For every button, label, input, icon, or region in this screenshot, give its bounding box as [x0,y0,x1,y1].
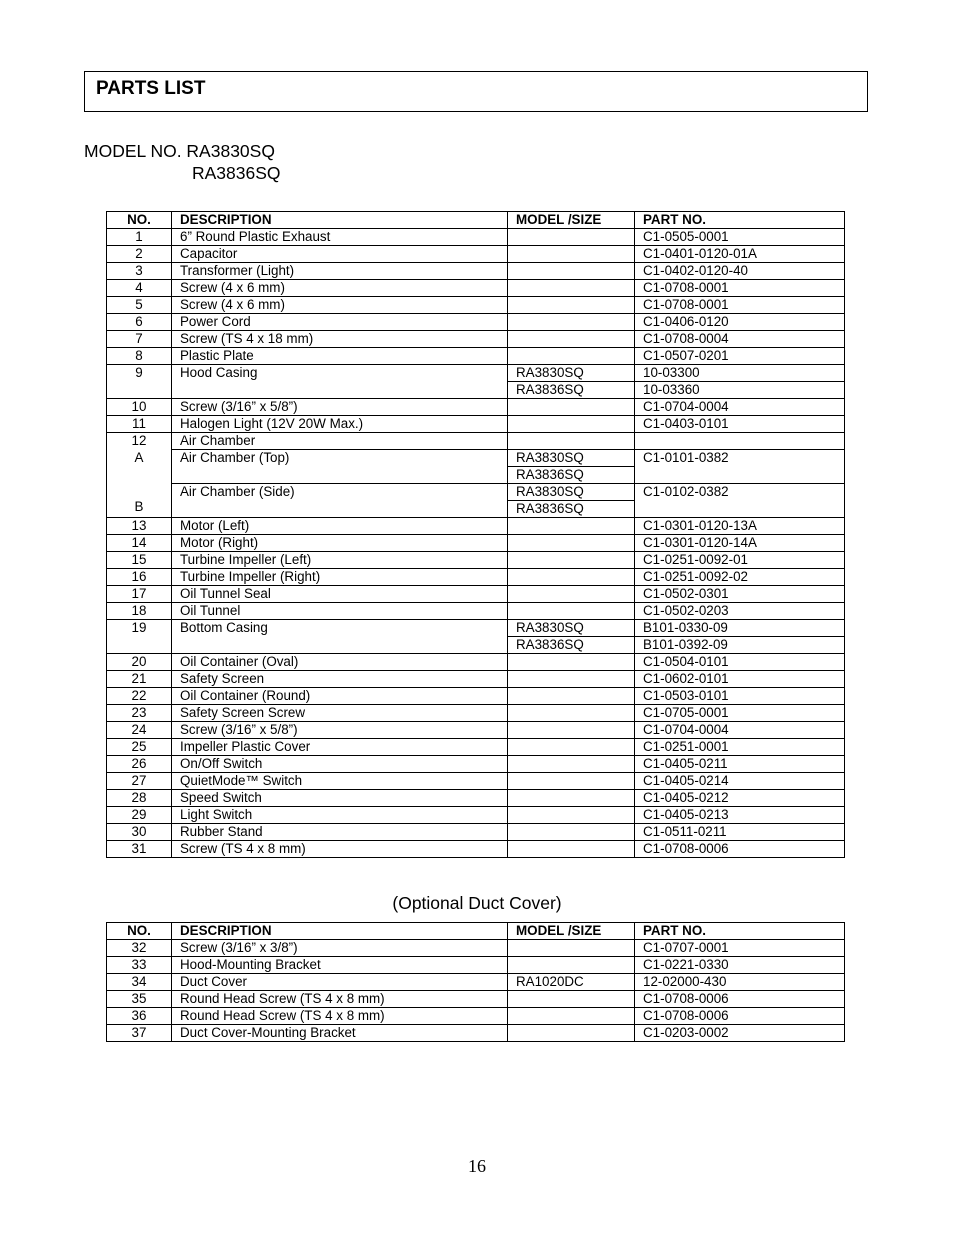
cell-description: Power Cord [172,314,508,331]
parts-list-title-box [84,71,868,112]
cell-description: Duct Cover [172,974,508,991]
table-row [107,957,845,974]
cell-part-no: C1-0301-0120-13A [635,518,845,535]
cell-description: Safety Screen Screw [172,705,508,722]
cell-no: 5 [107,297,172,314]
cell-part-no: C1-0705-0001 [635,705,845,722]
cell-no: 29 [107,807,172,824]
table-row [107,399,845,416]
cell-model-size: RA3836SQ [508,382,635,399]
table-row [107,280,845,297]
cell-model-size [508,314,635,331]
cell-description: Screw (4 x 6 mm) [172,297,508,314]
cell-model-size [508,246,635,263]
cell-description: Safety Screen [172,671,508,688]
col-header-model-size: MODEL /SIZE [508,923,635,940]
cell-model-size [508,688,635,705]
cell-description: QuietMode™ Switch [172,773,508,790]
cell-part-no: C1-0505-0001 [635,229,845,246]
cell-description: Round Head Screw (TS 4 x 8 mm) [172,991,508,1008]
cell-part-no: C1-0405-0213 [635,807,845,824]
cell-description: Hood Casing [172,365,508,399]
cell-description: Rubber Stand [172,824,508,841]
cell-no: 37 [107,1025,172,1042]
cell-model-size [508,671,635,688]
cell-description: Turbine Impeller (Right) [172,569,508,586]
cell-model-size: RA3830SQ [508,365,635,382]
cell-no: 20 [107,654,172,671]
cell-part-no: C1-0707-0001 [635,940,845,957]
page-number: 16 [468,1156,486,1176]
cell-description: Bottom Casing [172,620,508,654]
cell-model-size [508,940,635,957]
cell-part-no: C1-0102-0382 [635,484,845,518]
cell-description: Screw (3/16” x 5/8”) [172,722,508,739]
table-row [107,586,845,603]
table-row [107,552,845,569]
col-header-part-no: PART NO. [635,923,845,940]
table-row [107,518,845,535]
cell-no: 31 [107,841,172,858]
cell-part-no: C1-0251-0092-01 [635,552,845,569]
cell-no: 35 [107,991,172,1008]
cell-part-no: C1-0708-0006 [635,991,845,1008]
optional-duct-cover-heading: (Optional Duct Cover) [392,893,562,913]
cell-no: 16 [107,569,172,586]
cell-no: 14 [107,535,172,552]
cell-part-no: C1-0708-0001 [635,280,845,297]
cell-model-size: RA3836SQ [508,467,635,484]
cell-no: 2 [107,246,172,263]
cell-description: On/Off Switch [172,756,508,773]
cell-no: 11 [107,416,172,433]
cell-part-no: C1-0708-0006 [635,841,845,858]
cell-part-no: C1-0221-0330 [635,957,845,974]
table-row [107,688,845,705]
cell-part-no: C1-0704-0004 [635,722,845,739]
table-row [107,1008,845,1025]
cell-no: 26 [107,756,172,773]
table-row [107,535,845,552]
table-row [107,671,845,688]
cell-model-size: RA3836SQ [508,637,635,654]
cell-model-size [508,518,635,535]
optional-parts-table [106,922,845,1042]
cell-part-no: C1-0708-0001 [635,297,845,314]
cell-part-no: B101-0330-09 [635,620,845,637]
cell-description: Air Chamber (Top) [172,450,508,484]
cell-part-no: C1-0402-0120-40 [635,263,845,280]
cell-description: Air Chamber (Side) [172,484,508,518]
table-row [107,246,845,263]
cell-part-no: 10-03360 [635,382,845,399]
table-row [107,569,845,586]
cell-model-size [508,297,635,314]
cell-model-size [508,416,635,433]
cell-no: 7 [107,331,172,348]
cell-model-size [508,331,635,348]
cell-model-size [508,1008,635,1025]
cell-description: Capacitor [172,246,508,263]
cell-description: Transformer (Light) [172,263,508,280]
cell-no: 34 [107,974,172,991]
table-row [107,297,845,314]
cell-model-size [508,807,635,824]
cell-description: Screw (TS 4 x 8 mm) [172,841,508,858]
table-row [107,348,845,365]
cell-part-no: C1-0301-0120-14A [635,535,845,552]
cell-part-no: C1-0502-0301 [635,586,845,603]
cell-description: Motor (Right) [172,535,508,552]
cell-model-size [508,756,635,773]
col-header-part-no: PART NO. [635,212,845,229]
cell-no: 8 [107,348,172,365]
table-row [107,940,845,957]
table-row [107,790,845,807]
cell-part-no: C1-0405-0214 [635,773,845,790]
cell-model-size [508,1025,635,1042]
cell-no: B [107,484,172,518]
col-header-no: NO. [107,923,172,940]
table-row [107,807,845,824]
table-row [107,824,845,841]
cell-description: Air Chamber [172,433,508,450]
cell-model-size: RA3836SQ [508,501,635,518]
cell-model-size [508,552,635,569]
cell-description: Screw (4 x 6 mm) [172,280,508,297]
table-row [107,756,845,773]
table-row [107,263,845,280]
cell-no: 33 [107,957,172,974]
cell-model-size [508,569,635,586]
cell-part-no: C1-0704-0004 [635,399,845,416]
cell-part-no: 12-02000-430 [635,974,845,991]
cell-model-size [508,773,635,790]
cell-no: 24 [107,722,172,739]
cell-no: 19 [107,620,172,654]
cell-model-size: RA1020DC [508,974,635,991]
cell-description: Oil Container (Oval) [172,654,508,671]
cell-no: 21 [107,671,172,688]
cell-part-no: C1-0403-0101 [635,416,845,433]
cell-no: 32 [107,940,172,957]
cell-part-no: C1-0405-0212 [635,790,845,807]
cell-no: 15 [107,552,172,569]
cell-no: 18 [107,603,172,620]
table-row [107,620,845,637]
cell-model-size [508,399,635,416]
cell-no: 9 [107,365,172,399]
cell-description: Screw (3/16” x 5/8”) [172,399,508,416]
cell-model-size [508,535,635,552]
table-row [107,433,845,450]
cell-model-size [508,348,635,365]
cell-model-size [508,433,635,450]
cell-no: 4 [107,280,172,297]
table-row [107,991,845,1008]
cell-part-no: C1-0602-0101 [635,671,845,688]
cell-part-no: C1-0502-0203 [635,603,845,620]
cell-description: Halogen Light (12V 20W Max.) [172,416,508,433]
cell-no: 3 [107,263,172,280]
cell-no: 23 [107,705,172,722]
cell-no: 1 [107,229,172,246]
cell-description: Plastic Plate [172,348,508,365]
cell-no: 17 [107,586,172,603]
cell-description: Oil Tunnel Seal [172,586,508,603]
table-row [107,705,845,722]
cell-model-size [508,841,635,858]
cell-no: 12 [107,433,172,450]
cell-model-size [508,991,635,1008]
cell-no: 10 [107,399,172,416]
cell-description: Hood-Mounting Bracket [172,957,508,974]
cell-model-size [508,705,635,722]
cell-model-size: RA3830SQ [508,620,635,637]
cell-description: Screw (TS 4 x 18 mm) [172,331,508,348]
cell-no: A [107,450,172,484]
cell-part-no [635,433,845,450]
cell-part-no: B101-0392-09 [635,637,845,654]
cell-part-no: C1-0101-0382 [635,450,845,484]
cell-part-no: C1-0401-0120-01A [635,246,845,263]
cell-no: 6 [107,314,172,331]
cell-no: 36 [107,1008,172,1025]
cell-description: Impeller Plastic Cover [172,739,508,756]
col-header-no: NO. [107,212,172,229]
cell-model-size [508,824,635,841]
cell-model-size [508,957,635,974]
cell-no: 13 [107,518,172,535]
table-row [107,974,845,991]
col-header-model-size: MODEL /SIZE [508,212,635,229]
cell-part-no: C1-0406-0120 [635,314,845,331]
cell-part-no: C1-0251-0092-02 [635,569,845,586]
table-row [107,1025,845,1042]
cell-model-size [508,603,635,620]
cell-model-size [508,722,635,739]
cell-description: Oil Container (Round) [172,688,508,705]
cell-model-size: RA3830SQ [508,484,635,501]
model-number-line-1: MODEL NO. RA3830SQ [84,141,275,161]
table-row [107,654,845,671]
cell-description: Turbine Impeller (Left) [172,552,508,569]
cell-no: 27 [107,773,172,790]
cell-part-no: C1-0708-0006 [635,1008,845,1025]
cell-description: Motor (Left) [172,518,508,535]
cell-part-no: C1-0511-0211 [635,824,845,841]
table-row [107,484,845,501]
cell-description: Round Head Screw (TS 4 x 8 mm) [172,1008,508,1025]
cell-description: Duct Cover-Mounting Bracket [172,1025,508,1042]
table-row [107,416,845,433]
cell-part-no: C1-0405-0211 [635,756,845,773]
cell-description: Speed Switch [172,790,508,807]
cell-description: 6” Round Plastic Exhaust [172,229,508,246]
cell-no: 28 [107,790,172,807]
table-row [107,314,845,331]
cell-description: Light Switch [172,807,508,824]
cell-model-size [508,586,635,603]
cell-no: 25 [107,739,172,756]
col-header-description: DESCRIPTION [172,212,508,229]
cell-part-no: C1-0203-0002 [635,1025,845,1042]
cell-model-size [508,790,635,807]
table-row [107,450,845,467]
table-row [107,229,845,246]
page-title: PARTS LIST [96,78,206,99]
table-header-row [107,923,845,940]
cell-part-no: C1-0708-0004 [635,331,845,348]
table-row [107,739,845,756]
cell-model-size [508,280,635,297]
cell-model-size [508,229,635,246]
parts-table [106,211,845,858]
cell-description: Screw (3/16” x 3/8”) [172,940,508,957]
table-row [107,722,845,739]
cell-no: 30 [107,824,172,841]
cell-model-size [508,654,635,671]
cell-description: Oil Tunnel [172,603,508,620]
cell-model-size [508,739,635,756]
col-header-description: DESCRIPTION [172,923,508,940]
table-header-row [107,212,845,229]
cell-part-no: C1-0251-0001 [635,739,845,756]
table-row [107,331,845,348]
cell-model-size: RA3830SQ [508,450,635,467]
cell-model-size [508,263,635,280]
table-row [107,773,845,790]
cell-part-no: C1-0507-0201 [635,348,845,365]
table-row [107,365,845,382]
model-number-line-2: RA3836SQ [192,163,281,183]
table-row [107,603,845,620]
cell-no: 22 [107,688,172,705]
cell-part-no: C1-0503-0101 [635,688,845,705]
cell-part-no: C1-0504-0101 [635,654,845,671]
cell-part-no: 10-03300 [635,365,845,382]
table-row [107,841,845,858]
